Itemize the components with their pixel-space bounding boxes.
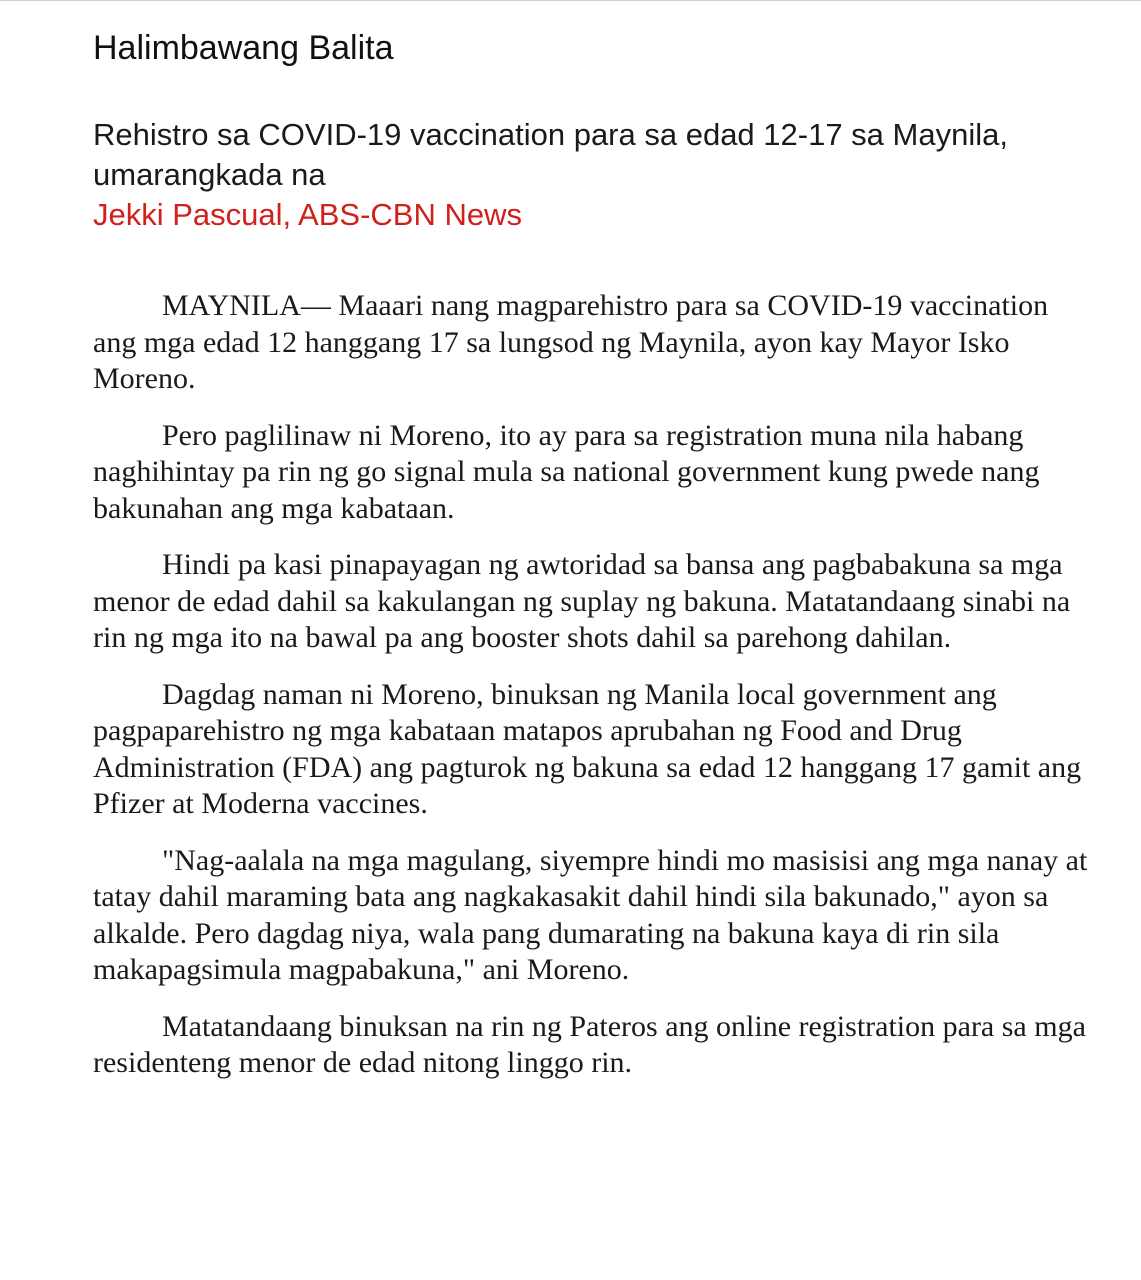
paragraph-4: Dagdag naman ni Moreno, binuksan ng Manila local government ang pagpaparehistro ng mga kabataan matapos aprubahan ng Food and Drug Administration (FDA) ang pagturok ng bakuna sa edad 12 hanggang 17 gamit ang Pfizer at Moderna vaccines. <box>93 677 1082 820</box>
article-byline: Jekki Pascual, ABS-CBN News <box>93 197 522 232</box>
paragraph-5: "Nag-aalala na mga magulang, siyempre hindi mo masisisi ang mga nanay at tatay dahil maraming bata ang nagkakasakit dahil hindi sila bakunado," ayon sa alkalde. Pero dagdag niya, wala pang dumarating na bakuna kaya di rin sila makapagsimula magpabakuna," ani Moreno. <box>93 843 1088 986</box>
article-body <box>93 288 1093 1102</box>
paragraph-1: MAYNILA— Maaari nang magparehistro para sa COVID-19 vaccination ang mga edad 12 hanggang 17 sa lungsod ng Maynila, ayon kay Mayor Isko Moreno. <box>93 289 1049 395</box>
paragraph-2: Pero paglilinaw ni Moreno, ito ay para sa registration muna nila habang naghihintay pa rin ng go signal mula sa national government kung pwede nang bakunahan ang mga kabataan. <box>93 418 1040 525</box>
document-label: Halimbawang Balita <box>93 29 394 67</box>
article-headline: Rehistro sa COVID-19 vaccination para sa edad 12-17 sa Maynila, umarangkada na <box>93 117 1008 192</box>
paragraph-6: Matatandaang binuksan na rin ng Pateros ang online registration para sa mga residenteng menor de edad nitong linggo rin. <box>93 1009 1086 1079</box>
paragraph-3: Hindi pa kasi pinapayagan ng awtoridad sa bansa ang pagbabakuna sa mga menor de edad dahil sa kakulangan ng suplay ng bakuna. Matatandaang sinabi na rin ng mga ito na bawal pa ang booster shots dahil sa parehong dahilan. <box>93 548 1071 654</box>
